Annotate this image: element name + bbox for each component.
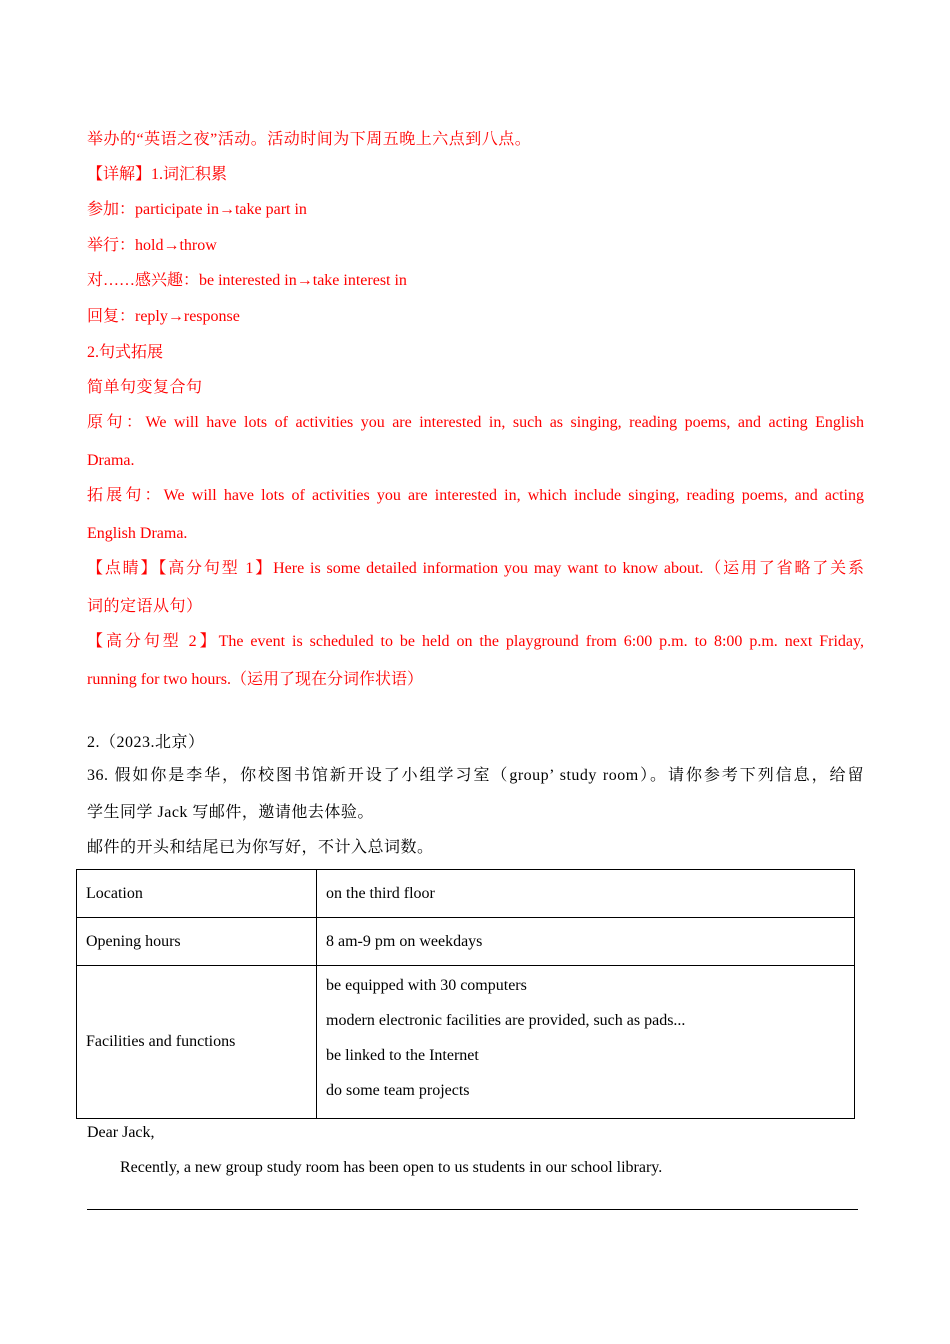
- vocab-hold: 举行：hold→throw: [87, 237, 217, 254]
- question-prompt-line-2: 学生同学 Jack 写邮件，邀请他去体验。: [87, 804, 374, 821]
- table-cell-label: Location: [77, 870, 317, 918]
- table-cell-label: Opening hours: [77, 918, 317, 966]
- facility-item: modern electronic facilities are provided, such as pads...: [326, 1012, 686, 1029]
- table-row: [77, 918, 855, 966]
- table-cell-label: Facilities and functions: [77, 966, 317, 1119]
- original-sentence-line-1: 原句：We will have lots of activities you are interested in, such as singing, reading poems, and acting English: [87, 414, 864, 431]
- vocab-reply: 回复：reply→response: [87, 308, 240, 325]
- facility-item: do some team projects: [326, 1082, 470, 1099]
- table-row: [77, 870, 855, 918]
- question-prompt-line-1: 36. 假如你是李华，你校图书馆新开设了小组学习室（group’ study room）。请你参考下列信息，给留: [87, 767, 864, 784]
- info-table: [76, 869, 855, 1119]
- highlight-pattern-1-line-1: 【点睛】【高分句型 1】Here is some detailed information you may want to know about.（运用了省略了关系: [87, 560, 864, 577]
- facilities-list-cell: [317, 966, 855, 1119]
- facility-item: be equipped with 30 computers: [326, 977, 527, 994]
- letter-opening-sentence: Recently, a new group study room has been open to us students in our school library.: [120, 1159, 663, 1176]
- vocab-interested: 对……感兴趣：be interested in→take interest in: [87, 272, 407, 289]
- highlight-pattern-2-line-2: running for two hours.（运用了现在分词作状语）: [87, 671, 423, 688]
- expanded-sentence-line-2: English Drama.: [87, 525, 188, 542]
- answer-writing-line: [87, 1209, 858, 1210]
- letter-greeting: Dear Jack,: [87, 1124, 155, 1141]
- simple-to-complex-heading: 简单句变复合句: [87, 379, 203, 396]
- table-row: [77, 966, 855, 1119]
- vocab-participate: 参加：participate in→take part in: [87, 201, 307, 218]
- expanded-sentence-line-1: 拓展句：We will have lots of activities you are interested in, which include singing, reading poems, and acting: [87, 487, 864, 504]
- table-cell-value: on the third floor: [317, 870, 855, 918]
- table-cell-value: 8 am-9 pm on weekdays: [317, 918, 855, 966]
- question-prompt-line-3: 邮件的开头和结尾已为你写好，不计入总词数。: [87, 839, 434, 856]
- sentence-expansion-heading: 2.句式拓展: [87, 344, 164, 361]
- highlight-pattern-2-line-1: 【高分句型 2】The event is scheduled to be held on the playground from 6:00 p.m. to 8:00 p.m. next Friday,: [87, 633, 864, 650]
- answer-line-1: 举办的“英语之夜”活动。活动时间为下周五晚上六点到八点。: [87, 131, 532, 148]
- original-sentence-line-2: Drama.: [87, 452, 135, 469]
- highlight-pattern-1-line-2: 词的定语从句）: [87, 598, 203, 615]
- answer-detail-heading: 【详解】1.词汇积累: [87, 166, 228, 183]
- facility-item: be linked to the Internet: [326, 1047, 479, 1064]
- question-number: 2.（2023.北京）: [87, 734, 205, 751]
